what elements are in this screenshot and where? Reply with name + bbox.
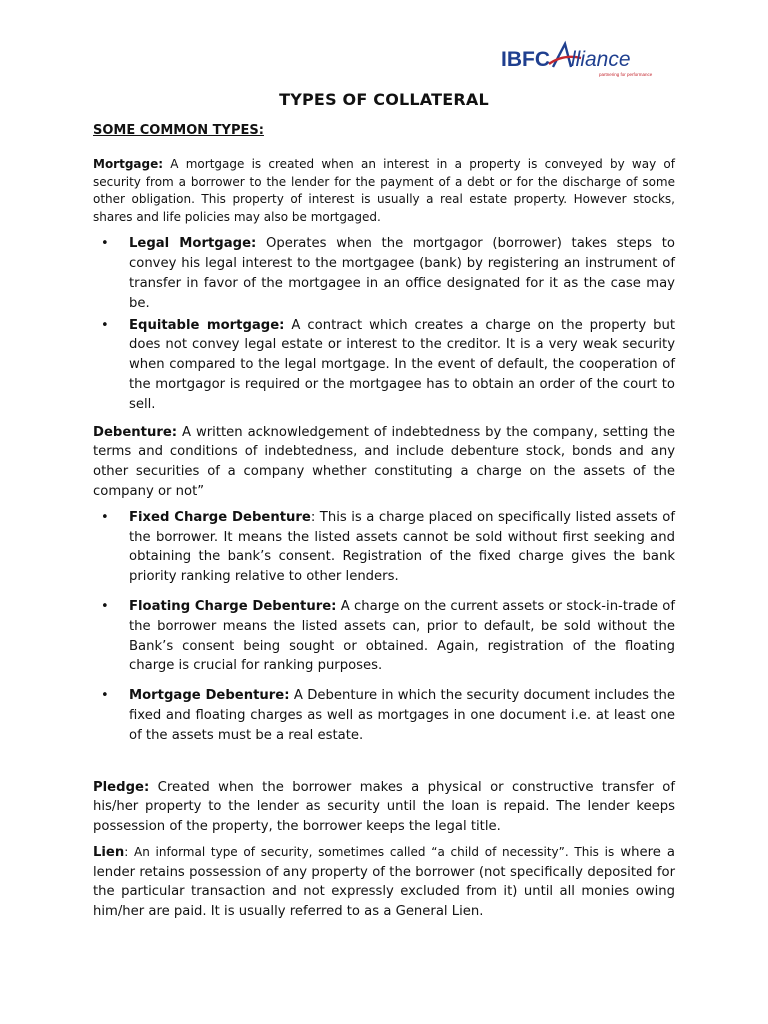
debenture-list [93, 508, 675, 746]
lien-paragraph [93, 843, 675, 922]
legal-mortgage-term: Legal Mortgage: [129, 236, 257, 252]
list-item [93, 686, 675, 745]
pledge-text: Created when the borrower makes a physical or constructive transfer of his/her property to the lender as security until the loan is repaid. The lender keeps possession of the property, the borrower keeps the legal title. [93, 779, 675, 835]
pledge-paragraph [93, 778, 675, 837]
debenture-paragraph [93, 423, 675, 502]
section-subtitle: SOME COMMON TYPES: [93, 123, 264, 138]
debenture-term: Debenture: [93, 424, 178, 440]
logo-wordmark-alliance: lliance [571, 48, 631, 71]
debenture-text: A written acknowledgement of indebtedness by the company, setting the terms and conditions of indebtedness, and include debenture stock, bonds and any other securities of a company whether constituting a charge on the assets of the company or not” [93, 424, 675, 499]
document-body [93, 156, 675, 928]
list-item [93, 508, 675, 587]
mortgage-text: A mortgage is created when an interest in a property is conveyed by way of security from a borrower to the lender for the payment of a debt or for the discharge of some other obligation. This property of interest is usually a real estate property. However stocks, shares and life policies may also be mortgaged. [93, 157, 675, 224]
bullet-icon: • [101, 688, 109, 704]
pledge-term: Pledge: [93, 779, 150, 795]
mortgage-debenture-term: Mortgage Debenture: [129, 688, 290, 704]
lien-text: where a lender retains possession of any property of the borrower (not specifically deposited for the particular transaction and not expressly excluded from it) until all monies owing him/her are paid. It is usually referred to as a General Lien. [93, 844, 675, 920]
mortgage-debenture-text: A Debenture in which the security document includes the fixed and floating charges as well as mortgages in one document i.e. at least one of the assets must be a real estate. [129, 688, 675, 743]
logo-wordmark-ibfc: IBFC [501, 48, 550, 71]
page-title: TYPES OF COLLATERAL [279, 90, 489, 109]
bullet-icon: • [101, 598, 109, 614]
logo-tagline: partnering for performance [599, 72, 653, 77]
list-item [93, 597, 675, 676]
legal-mortgage-text: Operates when the mortgagor (borrower) takes steps to convey his legal interest to the mortgagee (bank) by registering an instrument of transfer in favor of the mortgagee in an office designated for it as the case may be. [129, 236, 675, 311]
list-item [93, 234, 675, 313]
floating-charge-term: Floating Charge Debenture: [129, 598, 337, 614]
bullet-icon: • [101, 509, 109, 525]
logo-graphic [501, 40, 681, 80]
lien-term: Lien [93, 844, 125, 860]
mortgage-term: Mortgage: [93, 157, 164, 171]
mortgage-paragraph [93, 156, 675, 226]
equitable-mortgage-term: Equitable mortgage: [129, 317, 285, 333]
ibfc-alliance-logo [501, 40, 681, 80]
equitable-mortgage-text: A contract which creates a charge on the property but does not convey legal estate or interest to the creditor. It is a very weak security when compared to the legal mortgage. In the event of default, the cooperation of the mortgagor is required or the mortgagee has to obtain an order of the court to sell. [129, 317, 675, 412]
bullet-icon: • [101, 317, 109, 333]
list-item [93, 316, 675, 415]
bullet-icon: • [101, 236, 109, 252]
mortgage-list [93, 234, 675, 414]
fixed-charge-text: : This is a charge placed on specifically listed assets of the borrower. It means the listed assets cannot be sold without first seeking and obtaining the bank’s consent. Registration of the fixed charge gives the bank priority ranking relative to other lenders. [129, 509, 675, 585]
logo-a-mark [553, 44, 571, 67]
floating-charge-text: A charge on the current assets or stock-in-trade of the borrower means the listed assets can, prior to default, be sold without the Bank’s consent being sought or obtained. Again, registration of the floating charge is crucial for ranking purposes. [129, 598, 675, 674]
lien-text-intro: : An informal type of security, sometimes called “a child of necessity”. This is [124, 844, 615, 859]
fixed-charge-term: Fixed Charge Debenture [129, 509, 311, 525]
